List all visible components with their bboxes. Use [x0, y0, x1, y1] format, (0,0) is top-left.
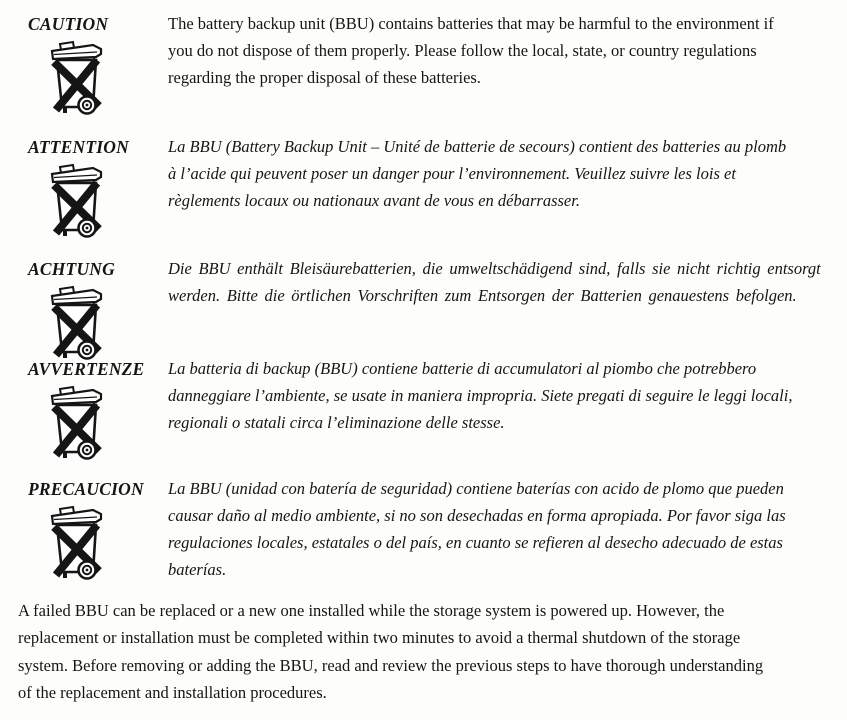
achtung-heading: ACHTUNG — [28, 259, 115, 279]
paragraph-line: La BBU (unidad con batería de seguridad) contiene baterías con acido de plomo que pueden — [168, 479, 784, 498]
paragraph-line: causar daño al medio ambiente, si no son desechadas en forma apropiada. Por favor siga las — [168, 506, 786, 525]
precaucion-section — [0, 475, 847, 583]
caution-label-cell — [0, 10, 168, 116]
paragraph-line: regionali o statali circa l’eliminazione delle stesse. — [168, 413, 505, 432]
crossed-out-wheeled-bin-icon — [50, 385, 104, 461]
attention-paragraph — [168, 133, 847, 239]
attention-section — [0, 133, 847, 239]
paragraph-line: A failed BBU can be replaced or a new one installed while the storage system is powered up. However, the — [18, 601, 725, 620]
paragraph-line: danneggiare l’ambiente, se usate in maniera impropria. Siete pregati di seguire le leggi locali, — [168, 386, 793, 405]
avvertenze-label-cell — [0, 355, 168, 461]
achtung-paragraph — [168, 255, 847, 361]
paragraph-line: regulaciones locales, estatales o del país, en cuanto se refieren al desecho adecuado de estas — [168, 533, 783, 552]
paragraph-line: replacement or installation must be completed within two minutes to avoid a thermal shutdown of the storage — [18, 628, 741, 648]
paragraph-line: La BBU (Battery Backup Unit – Unité de batterie de secours) contient des batteries au plomb — [168, 137, 787, 156]
paragraph-line: werden. Bitte die örtlichen Vorschriften zum Entsorgen der Batterien genauestens befolgen. — [168, 286, 797, 305]
caution-paragraph — [168, 10, 847, 116]
paragraph-line: règlements locaux ou nationaux avant de vous en débarrasser. — [168, 191, 580, 210]
achtung-section — [0, 255, 847, 361]
precaucion-heading: PRECAUCION — [28, 479, 144, 499]
paragraph-line: à l’acide qui peuvent poser un danger pour l’environnement. Veuillez suivre les lois et — [168, 164, 736, 183]
paragraph-line: system. Before removing or adding the BBU, read and review the previous steps to have thorough understanding — [18, 655, 764, 675]
paragraph-line: Die BBU enthält Bleisäurebatterien, die umweltschädigend sind, falls sie nicht richtig entsorgt — [168, 259, 821, 278]
paragraph-line: regarding the proper disposal of these batteries. — [168, 68, 481, 87]
paragraph-line: of the replacement and installation procedures. — [18, 683, 327, 703]
paragraph-line: The battery backup unit (BBU) contains batteries that may be harmful to the environment if — [168, 14, 774, 33]
crossed-out-wheeled-bin-icon — [50, 285, 104, 361]
precaucion-label-cell — [0, 475, 168, 583]
replacement-note-paragraph — [18, 597, 839, 707]
crossed-out-wheeled-bin-icon — [50, 40, 104, 116]
paragraph-line: La batteria di backup (BBU) contiene batterie di accumulatori al piombo che potrebbero — [168, 359, 757, 378]
avvertenze-paragraph — [168, 355, 847, 461]
achtung-label-cell — [0, 255, 168, 361]
caution-section — [0, 10, 847, 116]
precaucion-paragraph — [168, 475, 847, 583]
paragraph-line: you do not dispose of them properly. Please follow the local, state, or country regulations — [168, 41, 757, 60]
paragraph-line: baterías. — [168, 560, 227, 579]
crossed-out-wheeled-bin-icon — [50, 505, 104, 581]
avvertenze-heading: AVVERTENZE — [28, 359, 145, 379]
attention-label-cell — [0, 133, 168, 239]
attention-heading: ATTENTION — [28, 137, 129, 157]
avvertenze-section — [0, 355, 847, 461]
crossed-out-wheeled-bin-icon — [50, 163, 104, 239]
caution-heading: CAUTION — [28, 14, 109, 34]
